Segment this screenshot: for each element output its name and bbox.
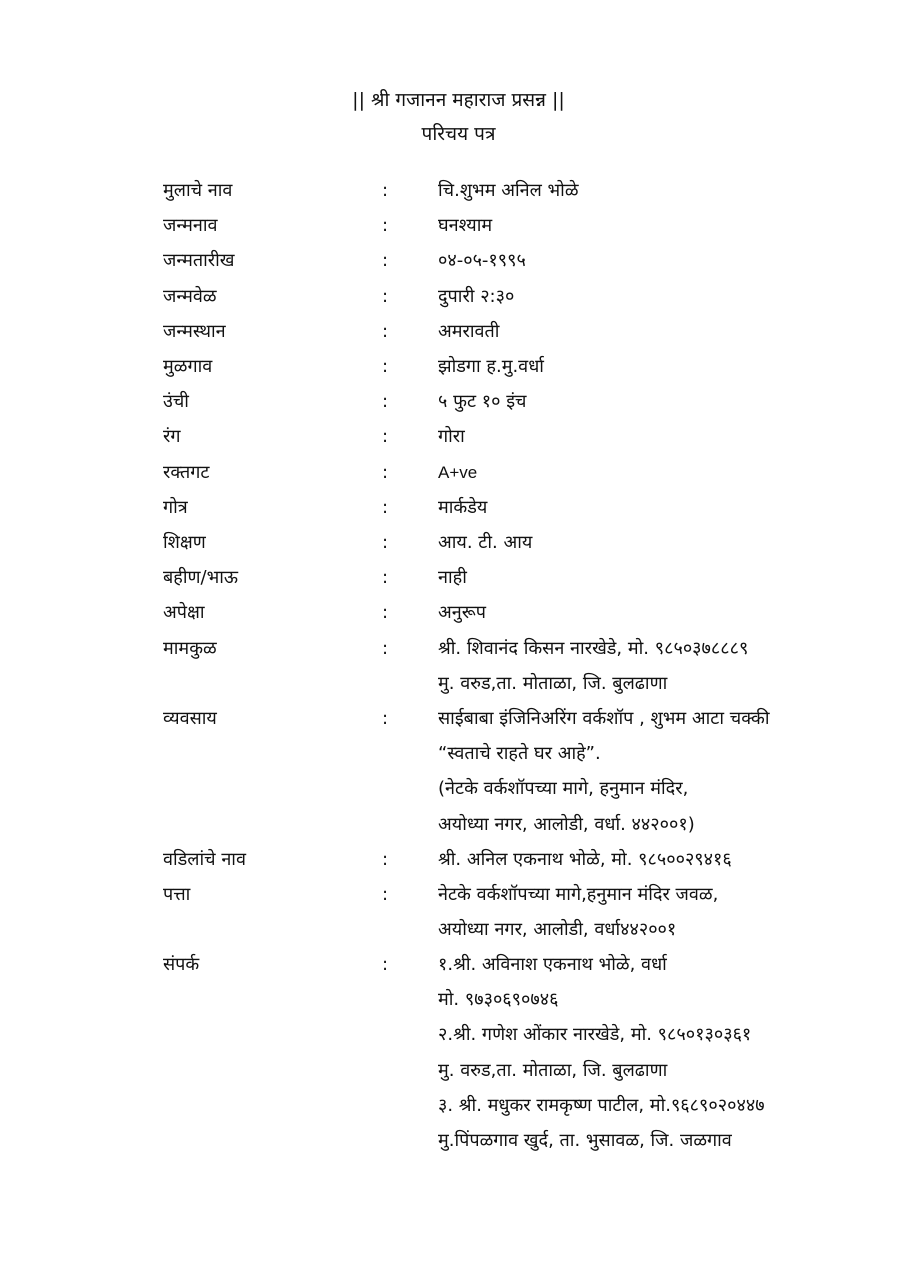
field-value: अयोध्या नगर, आलोडी, वर्धा. ४४२००१) [438,814,695,835]
field-label: जन्मवेळ [163,286,217,307]
field-separator: : [382,286,389,307]
field-separator: : [382,954,389,975]
field-value: मु. वरुड,ता. मोताळा, जि. बुलढाणा [438,1060,668,1081]
field-label: उंची [163,391,189,412]
field-separator: : [382,215,389,236]
field-value: ०४-०५-१९९५ [438,250,526,271]
field-value: मु.पिंपळगाव खुर्द, ता. भुसावळ, जि. जळगाव [438,1130,732,1151]
field-value: अनुरूप [438,602,486,623]
field-label: रक्तगट [163,462,210,483]
field-value: दुपारी २:३० [438,286,515,307]
field-separator: : [382,567,389,588]
field-separator: : [382,462,389,483]
field-label: जन्मतारीख [163,250,235,271]
field-label: वडिलांचे नाव [163,849,246,870]
field-value: नाही [438,567,467,588]
field-label: अपेक्षा [163,602,205,623]
page-title: परिचय पत्र [421,123,496,145]
field-separator: : [382,426,389,447]
field-label: शिक्षण [163,532,206,553]
field-separator: : [382,532,389,553]
field-separator: : [382,602,389,623]
blessing-heading: || श्री गजानन महाराज प्रसन्न || [352,89,565,111]
field-value: साईबाबा इंजिनिअरिंग वर्कशॉप , शुभम आटा चक्की [438,708,770,729]
field-value: नेटके वर्कशॉपच्या मागे,हनुमान मंदिर जवळ, [438,884,719,905]
field-separator: : [382,356,389,377]
field-separator: : [382,884,389,905]
field-value: ५ फुट १० इंच [438,391,527,412]
field-separator: : [382,180,389,201]
field-value: अयोध्या नगर, आलोडी, वर्धा४४२००१ [438,919,677,940]
field-separator: : [382,250,389,271]
field-label: व्यवसाय [163,708,217,729]
field-label: जन्मनाव [163,215,218,236]
field-value: मार्कडेय [438,497,488,518]
field-label: जन्मस्थान [163,321,226,342]
field-label: मुलाचे नाव [163,180,233,201]
field-value: A+ve [438,463,478,482]
field-value: १.श्री. अविनाश एकनाथ भोळे, वर्धा [438,954,667,975]
field-value: “स्वताचे राहते घर आहे”. [438,743,601,764]
field-separator: : [382,708,389,729]
field-value: झोडगा ह.मु.वर्धा [438,356,544,377]
field-separator: : [382,638,389,659]
field-label: संपर्क [163,954,200,975]
field-value: (नेटके वर्कशॉपच्या मागे, हनुमान मंदिर, [438,778,689,799]
field-value: २.श्री. गणेश ओंकार नारखेडे, मो. ९८५०१३०३६१ [438,1024,752,1045]
field-value: आय. टी. आय [438,532,533,553]
field-label: रंग [163,426,181,447]
field-label: मामकुळ [163,638,217,659]
field-value: श्री. अनिल एकनाथ भोळे, मो. ९८५००२९४१६ [438,849,732,870]
field-separator: : [382,849,389,870]
field-value: ३. श्री. मधुकर रामकृष्ण पाटील, मो.९६८९०२०४४७ [438,1095,765,1116]
field-value: घनश्याम [438,215,493,236]
field-label: बहीण/भाऊ [163,567,239,588]
field-value: मु. वरुड,ता. मोताळा, जि. बुलढाणा [438,673,668,694]
field-value: श्री. शिवानंद किसन नारखेडे, मो. ९८५०३७८८८९ [438,638,749,659]
field-separator: : [382,321,389,342]
field-label: मुळगाव [163,356,213,377]
field-value: अमरावती [438,321,500,342]
field-separator: : [382,391,389,412]
field-separator: : [382,497,389,518]
field-value: चि.शुभम अनिल भोळे [438,180,579,201]
field-value: गोरा [438,426,465,447]
field-label: पत्ता [163,884,191,905]
field-label: गोत्र [163,497,188,518]
field-value: मो. ९७३०६९०७४६ [438,989,559,1010]
